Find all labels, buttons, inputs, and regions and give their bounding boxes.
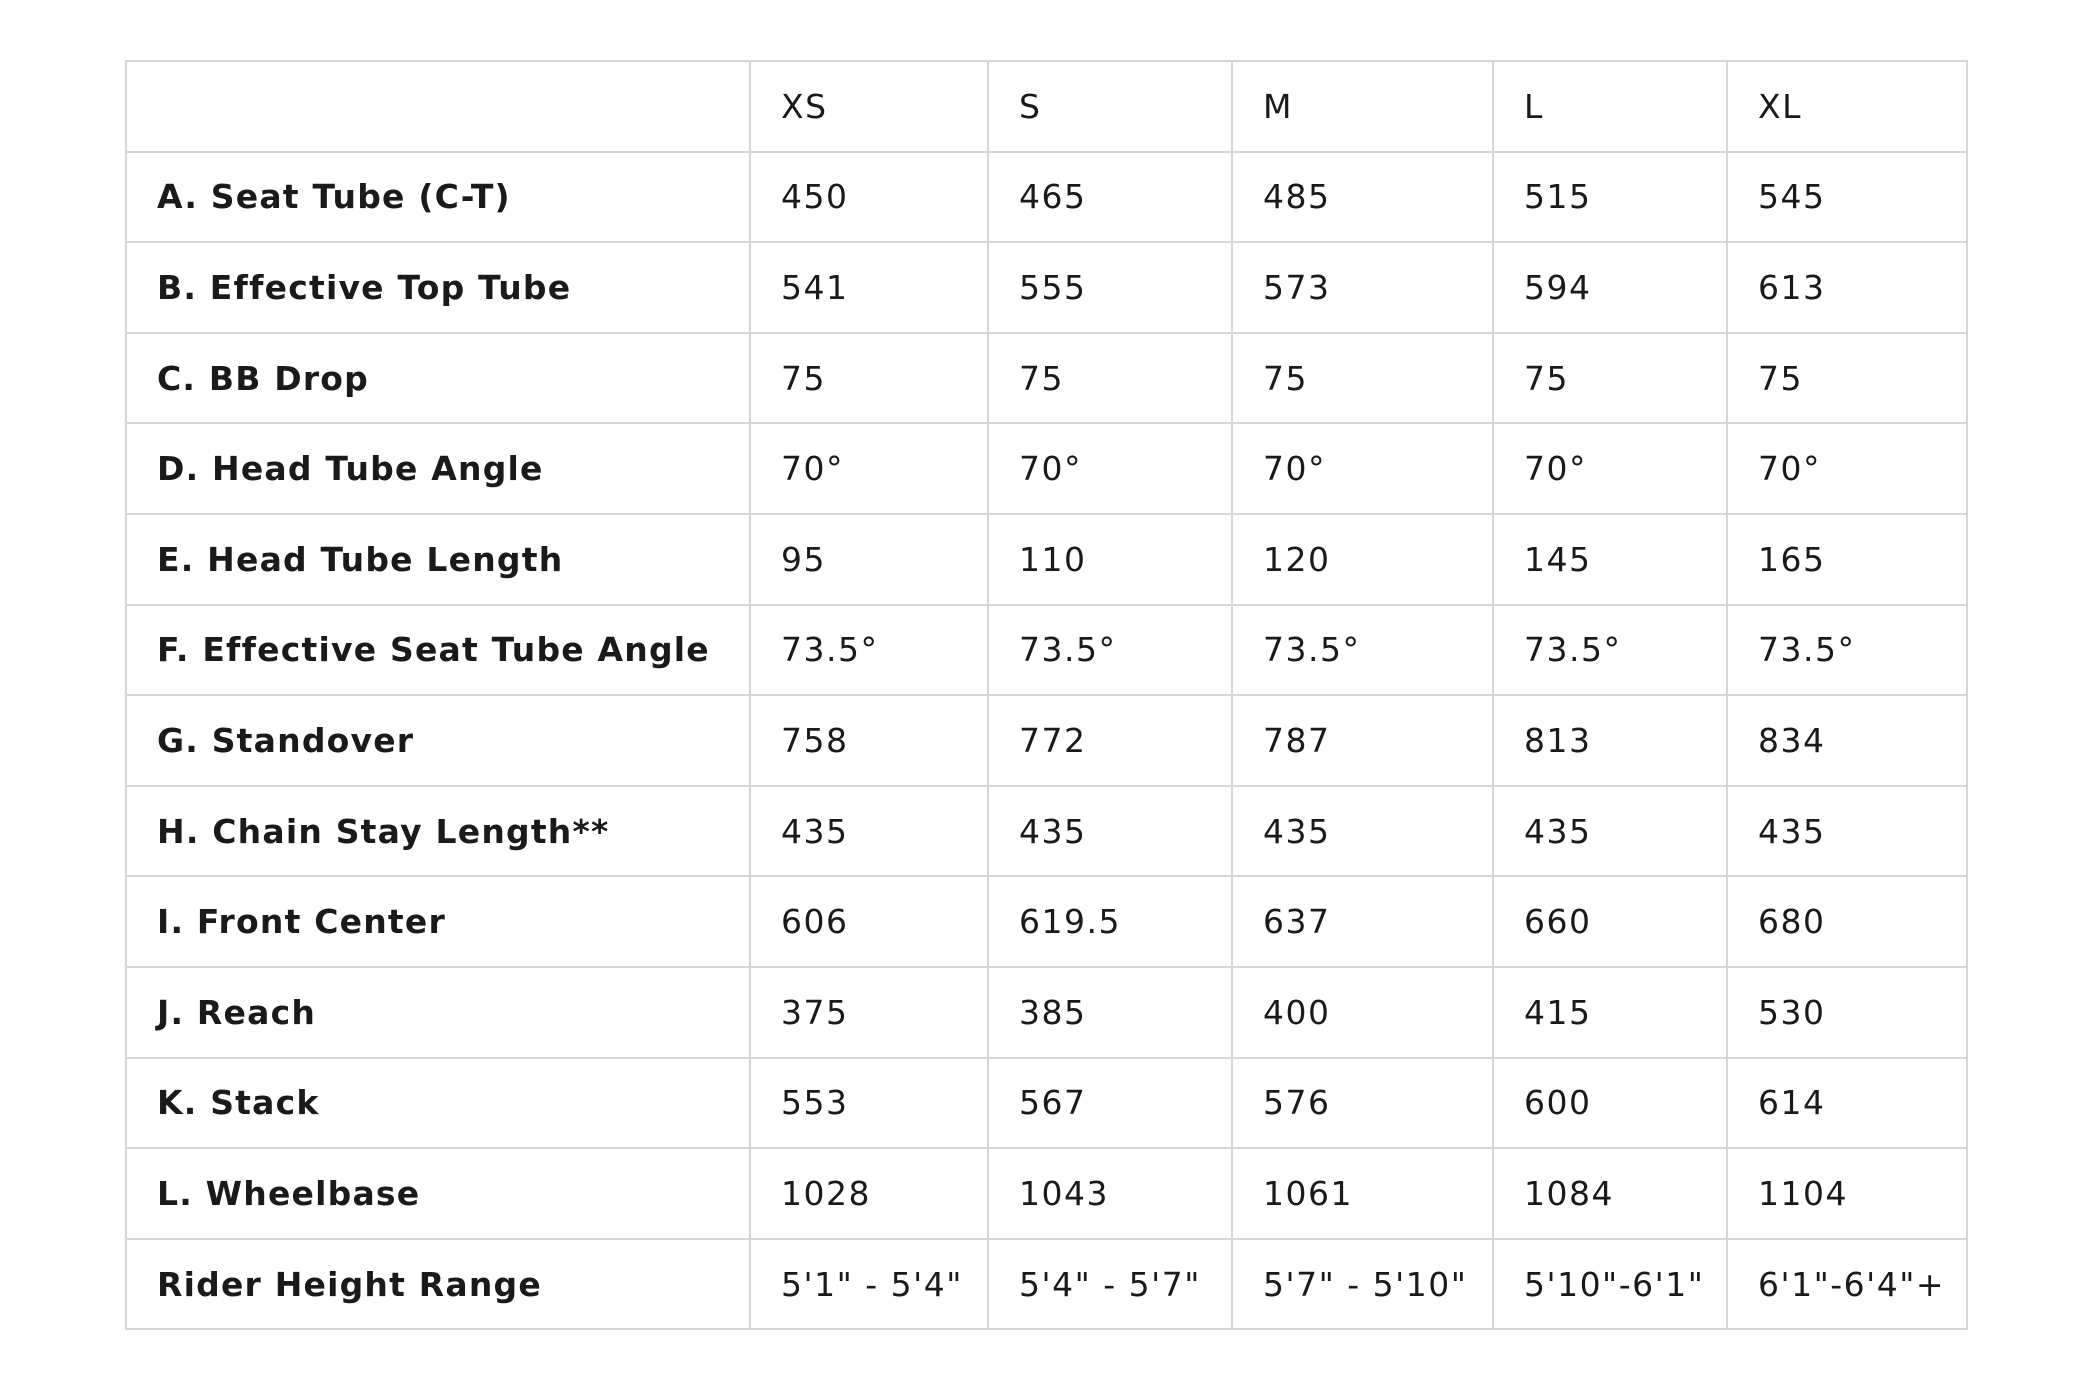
value-cell-xs: 541 <box>750 242 988 333</box>
row-label: B. Effective Top Tube <box>126 242 750 333</box>
value-cell-l: 5'10"-6'1" <box>1493 1239 1727 1330</box>
value-cell-s: 385 <box>988 967 1232 1058</box>
row-label: A. Seat Tube (C-T) <box>126 152 750 243</box>
table-row <box>126 1148 1967 1239</box>
value-cell-s: 110 <box>988 514 1232 605</box>
value-cell-m: 485 <box>1232 152 1493 243</box>
value-cell-s: 5'4" - 5'7" <box>988 1239 1232 1330</box>
value-cell-l: 515 <box>1493 152 1727 243</box>
value-cell-l: 415 <box>1493 967 1727 1058</box>
value-cell-s: 567 <box>988 1058 1232 1149</box>
table-body <box>126 152 1967 1330</box>
table-row <box>126 242 1967 333</box>
table-row <box>126 423 1967 514</box>
table-row <box>126 786 1967 877</box>
row-label: H. Chain Stay Length** <box>126 786 750 877</box>
table-header <box>126 61 1967 152</box>
row-label: G. Standover <box>126 695 750 786</box>
row-label: F. Effective Seat Tube Angle <box>126 605 750 696</box>
row-label: E. Head Tube Length <box>126 514 750 605</box>
value-cell-xs: 450 <box>750 152 988 243</box>
header-row <box>126 61 1967 152</box>
value-cell-s: 435 <box>988 786 1232 877</box>
value-cell-xl: 435 <box>1727 786 1967 877</box>
value-cell-l: 813 <box>1493 695 1727 786</box>
value-cell-xs: 435 <box>750 786 988 877</box>
value-cell-m: 70° <box>1232 423 1493 514</box>
table-row <box>126 333 1967 424</box>
value-cell-l: 75 <box>1493 333 1727 424</box>
value-cell-xl: 75 <box>1727 333 1967 424</box>
table-row <box>126 514 1967 605</box>
value-cell-m: 120 <box>1232 514 1493 605</box>
geometry-table <box>125 60 1968 1330</box>
value-cell-l: 594 <box>1493 242 1727 333</box>
table-row <box>126 876 1967 967</box>
value-cell-m: 573 <box>1232 242 1493 333</box>
table-row <box>126 1239 1967 1330</box>
value-cell-xs: 553 <box>750 1058 988 1149</box>
value-cell-m: 576 <box>1232 1058 1493 1149</box>
value-cell-xl: 73.5° <box>1727 605 1967 696</box>
value-cell-m: 1061 <box>1232 1148 1493 1239</box>
value-cell-xs: 375 <box>750 967 988 1058</box>
value-cell-xs: 73.5° <box>750 605 988 696</box>
row-label: C. BB Drop <box>126 333 750 424</box>
header-corner-cell <box>126 61 750 152</box>
value-cell-s: 70° <box>988 423 1232 514</box>
value-cell-s: 555 <box>988 242 1232 333</box>
value-cell-xl: 530 <box>1727 967 1967 1058</box>
row-label: K. Stack <box>126 1058 750 1149</box>
value-cell-xs: 5'1" - 5'4" <box>750 1239 988 1330</box>
value-cell-xl: 680 <box>1727 876 1967 967</box>
value-cell-l: 600 <box>1493 1058 1727 1149</box>
value-cell-s: 1043 <box>988 1148 1232 1239</box>
value-cell-xl: 613 <box>1727 242 1967 333</box>
table-row <box>126 152 1967 243</box>
value-cell-xs: 75 <box>750 333 988 424</box>
value-cell-xl: 545 <box>1727 152 1967 243</box>
value-cell-xs: 758 <box>750 695 988 786</box>
value-cell-xs: 95 <box>750 514 988 605</box>
value-cell-s: 619.5 <box>988 876 1232 967</box>
row-label: Rider Height Range <box>126 1239 750 1330</box>
row-label: J. Reach <box>126 967 750 1058</box>
value-cell-xl: 70° <box>1727 423 1967 514</box>
table-row <box>126 605 1967 696</box>
value-cell-m: 435 <box>1232 786 1493 877</box>
size-header-m: M <box>1232 61 1493 152</box>
size-header-xs: XS <box>750 61 988 152</box>
value-cell-xl: 165 <box>1727 514 1967 605</box>
value-cell-s: 465 <box>988 152 1232 243</box>
value-cell-s: 772 <box>988 695 1232 786</box>
value-cell-s: 75 <box>988 333 1232 424</box>
value-cell-m: 5'7" - 5'10" <box>1232 1239 1493 1330</box>
value-cell-l: 73.5° <box>1493 605 1727 696</box>
value-cell-l: 435 <box>1493 786 1727 877</box>
value-cell-l: 660 <box>1493 876 1727 967</box>
value-cell-xl: 6'1"-6'4"+ <box>1727 1239 1967 1330</box>
value-cell-l: 1084 <box>1493 1148 1727 1239</box>
value-cell-xl: 1104 <box>1727 1148 1967 1239</box>
row-label: D. Head Tube Angle <box>126 423 750 514</box>
table-row <box>126 967 1967 1058</box>
value-cell-xs: 70° <box>750 423 988 514</box>
value-cell-l: 145 <box>1493 514 1727 605</box>
row-label: I. Front Center <box>126 876 750 967</box>
value-cell-m: 73.5° <box>1232 605 1493 696</box>
size-header-s: S <box>988 61 1232 152</box>
size-header-l: L <box>1493 61 1727 152</box>
value-cell-m: 787 <box>1232 695 1493 786</box>
value-cell-xl: 834 <box>1727 695 1967 786</box>
size-header-xl: XL <box>1727 61 1967 152</box>
value-cell-m: 75 <box>1232 333 1493 424</box>
row-label: L. Wheelbase <box>126 1148 750 1239</box>
value-cell-s: 73.5° <box>988 605 1232 696</box>
value-cell-xs: 606 <box>750 876 988 967</box>
value-cell-m: 637 <box>1232 876 1493 967</box>
value-cell-m: 400 <box>1232 967 1493 1058</box>
table-row <box>126 1058 1967 1149</box>
table-row <box>126 695 1967 786</box>
value-cell-xl: 614 <box>1727 1058 1967 1149</box>
value-cell-l: 70° <box>1493 423 1727 514</box>
value-cell-xs: 1028 <box>750 1148 988 1239</box>
